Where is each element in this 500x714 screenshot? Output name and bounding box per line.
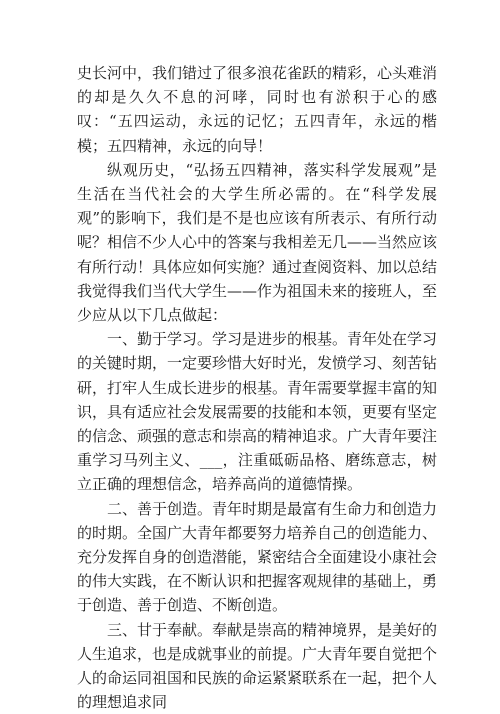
paragraph-intro: 纵观历史，“弘扬五四精神，落实科学发展观”是生活在当代社会的大学生所必需的。在“科学发展观”的影响下，我们是不是也应该有所表示、有所行动呢？相信不少人心中的答案与我相差无几——当然应该有所行动！具体应如何实施？通过查阅资料、加以总结我觉得我们当代大学生——作为祖国未来的接班人，至少应从以下几点做起：	[77, 160, 438, 325]
paragraph-point-2: 二、善于创造。青年时期是最富有生命力和创造力的时期。全国广大青年都要努力培养自己的创造能力、充分发挥自身的创造潜能，紧密结合全面建设小康社会的伟大实践，在不断认识和把握客观规律的基础上，勇于创造、善于创造、不断创造。	[77, 499, 438, 615]
paragraph-continuation: 史长河中，我们错过了很多浪花雀跃的精彩，心头难消的却是久久不息的河哮，同时也有淤积于心的感叹：“五四运动，永远的记忆；五四青年，永远的楷模；五四精神，永远的向导！	[77, 64, 438, 155]
paragraph-point-3: 三、甘于奉献。奉献是崇高的精神境界，是美好的人生追求，也是成就事业的前提。广大青年要自觉把个人的命运同祖国和民族的命运紧紧联系在一起，把个人的理想追求同	[77, 620, 438, 712]
document-body	[77, 61, 437, 714]
paragraph-point-1: 一、勤于学习。学习是进步的根基。青年处在学习的关键时期，一定要珍惜大好时光，发愤学习、刻苦钻研，打牢人生成长进步的根基。青年需要掌握丰富的知识，具有适应社会发展需要的技能和本领，更要有坚定的信念、顽强的意志和崇高的精神追求。广大青年要注重学习马列主义、___，注重砥砺品格、磨练意志，树立正确的理想信念，培养高尚的道德情操。	[77, 330, 438, 494]
